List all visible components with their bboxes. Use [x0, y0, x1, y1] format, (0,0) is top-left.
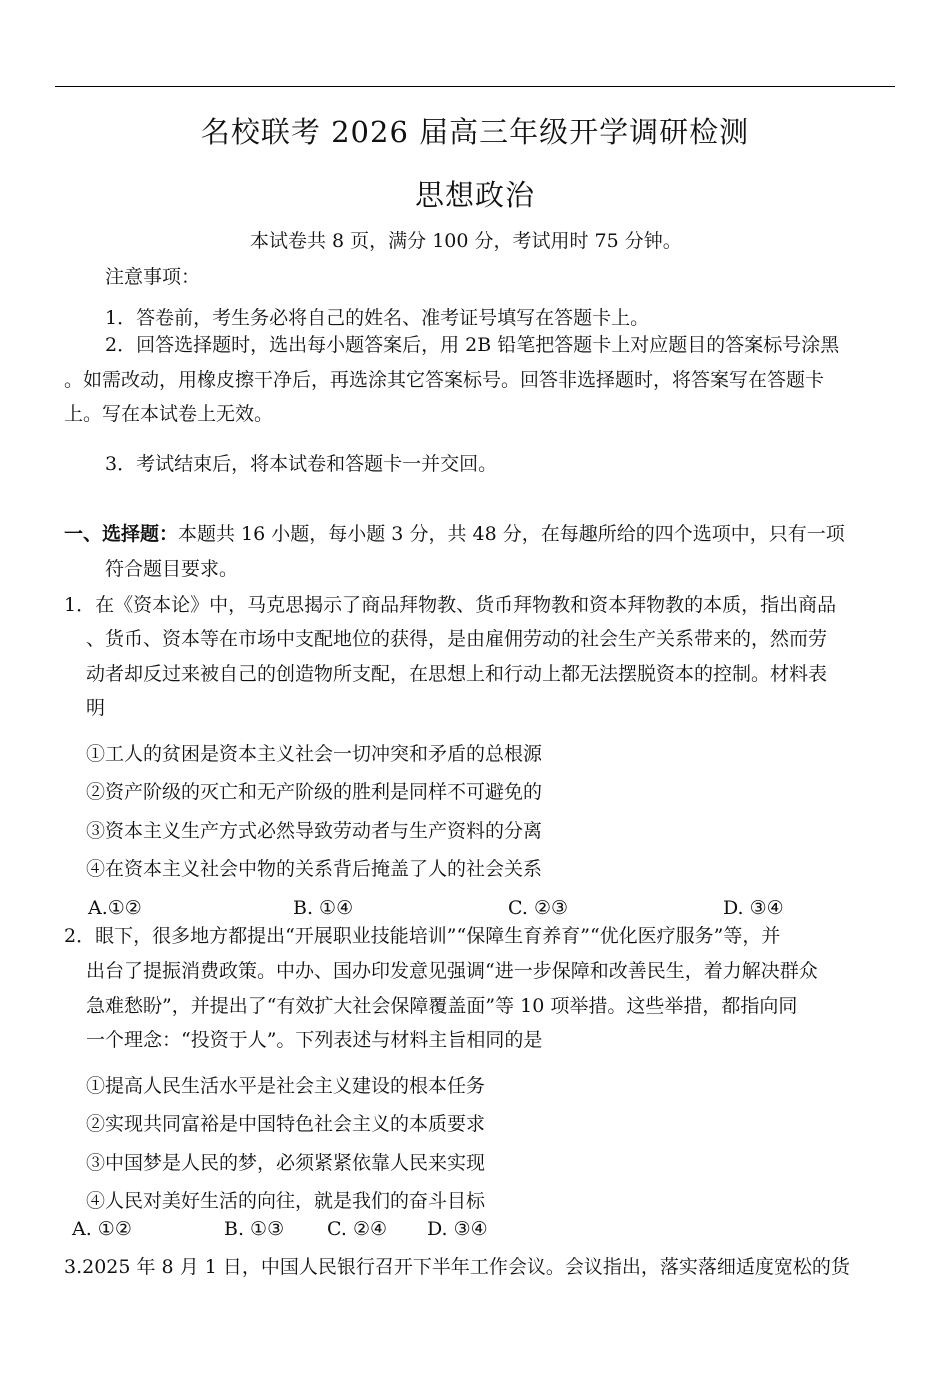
q2-stem-line-1: 2．眼下，很多地方都提出“开展职业技能培训”“保障生育养育”“优化医疗服务”等，并	[64, 925, 781, 947]
q1-option-b: B. ①④	[293, 897, 354, 919]
note-2-line-3: 上。写在本试卷上无效。	[64, 403, 274, 425]
q2-stem-line-2: 出台了提振消费政策。中办、国办印发意见强调“进一步保障和改善民生，着力解决群众	[86, 960, 818, 982]
q1-option-a: A.①②	[88, 897, 142, 919]
top-rule	[55, 86, 895, 87]
note-3: 3．考试结束后，将本试卷和答题卡一并交回。	[105, 453, 498, 475]
note-1: 1．答卷前，考生务必将自己的姓名、准考证号填写在答题卡上。	[105, 307, 650, 329]
exam-info: 本试卷共 8 页，满分 100 分，考试用时 75 分钟。	[250, 230, 682, 252]
q2-option-c: C. ②④	[327, 1218, 388, 1240]
q2-option-b: B. ①③	[224, 1218, 285, 1240]
section-heading	[64, 523, 845, 545]
notes-heading: 注意事项：	[105, 266, 201, 288]
q2-statement-2: ②实现共同富裕是中国特色社会主义的本质要求	[86, 1113, 486, 1135]
q1-statement-2: ②资产阶级的灭亡和无产阶级的胜利是同样不可避免的	[86, 781, 543, 803]
q1-statement-3: ③资本主义生产方式必然导致劳动者与生产资料的分离	[86, 820, 543, 842]
q1-statement-4: ④在资本主义社会中物的关系背后掩盖了人的社会关系	[86, 858, 543, 880]
q2-option-d: D. ③④	[427, 1218, 488, 1240]
q1-option-d: D. ③④	[723, 897, 784, 919]
exam-title: 名校联考 2026 届高三年级开学调研检测	[200, 115, 750, 149]
q3-stem-line-1: 3.2025 年 8 月 1 日，中国人民银行召开下半年工作会议。会议指出，落实落细适度宽松的货	[64, 1256, 850, 1278]
q1-stem-line-2: 、货币、资本等在市场中支配地位的获得，是由雇佣劳动的社会生产关系带来的，然而劳	[86, 628, 828, 650]
section-desc-line-2: 符合题目要求。	[105, 558, 239, 580]
note-2-line-2: 。如需改动，用橡皮擦干净后，再选涂其它答案标号。回答非选择题时，将答案写在答题卡	[64, 369, 825, 391]
q1-stem-line-4: 明	[86, 697, 106, 719]
q2-stem-line-3: 急难愁盼”，并提出了“有效扩大社会保障覆盖面”等 10 项举措。这些举措，都指向同	[86, 995, 798, 1017]
q2-option-a: A. ①②	[72, 1218, 132, 1240]
q2-statement-3: ③中国梦是人民的梦，必须紧紧依靠人民来实现	[86, 1152, 486, 1174]
q2-statement-1: ①提高人民生活水平是社会主义建设的根本任务	[86, 1075, 486, 1097]
q1-statement-1: ①工人的贫困是资本主义社会一切冲突和矛盾的总根源	[86, 743, 543, 765]
q1-option-c: C. ②③	[508, 897, 569, 919]
q1-stem-line-3: 动者却反过来被自己的创造物所支配，在思想上和行动上都无法摆脱资本的控制。材料表	[86, 663, 828, 685]
section-desc: 本题共 16 小题，每小题 3 分，共 48 分，在每趣所给的四个选项中，只有一项	[178, 523, 845, 545]
q2-statement-4: ④人民对美好生活的向往，就是我们的奋斗目标	[86, 1190, 486, 1212]
q2-stem-line-4: 一个理念：“投资于人”。下列表述与材料主旨相同的是	[86, 1029, 543, 1051]
section-label: 一、选择题：	[64, 523, 179, 545]
q1-stem-line-1: 1．在《资本论》中，马克思揭示了商品拜物教、货币拜物教和资本拜物教的本质，指出商品	[64, 594, 837, 616]
note-2-line-1: 2．回答选择题时，选出每小题答案后，用 2B 铅笔把答题卡上对应题目的答案标号涂黑	[105, 334, 840, 356]
exam-subject: 思想政治	[414, 178, 535, 212]
